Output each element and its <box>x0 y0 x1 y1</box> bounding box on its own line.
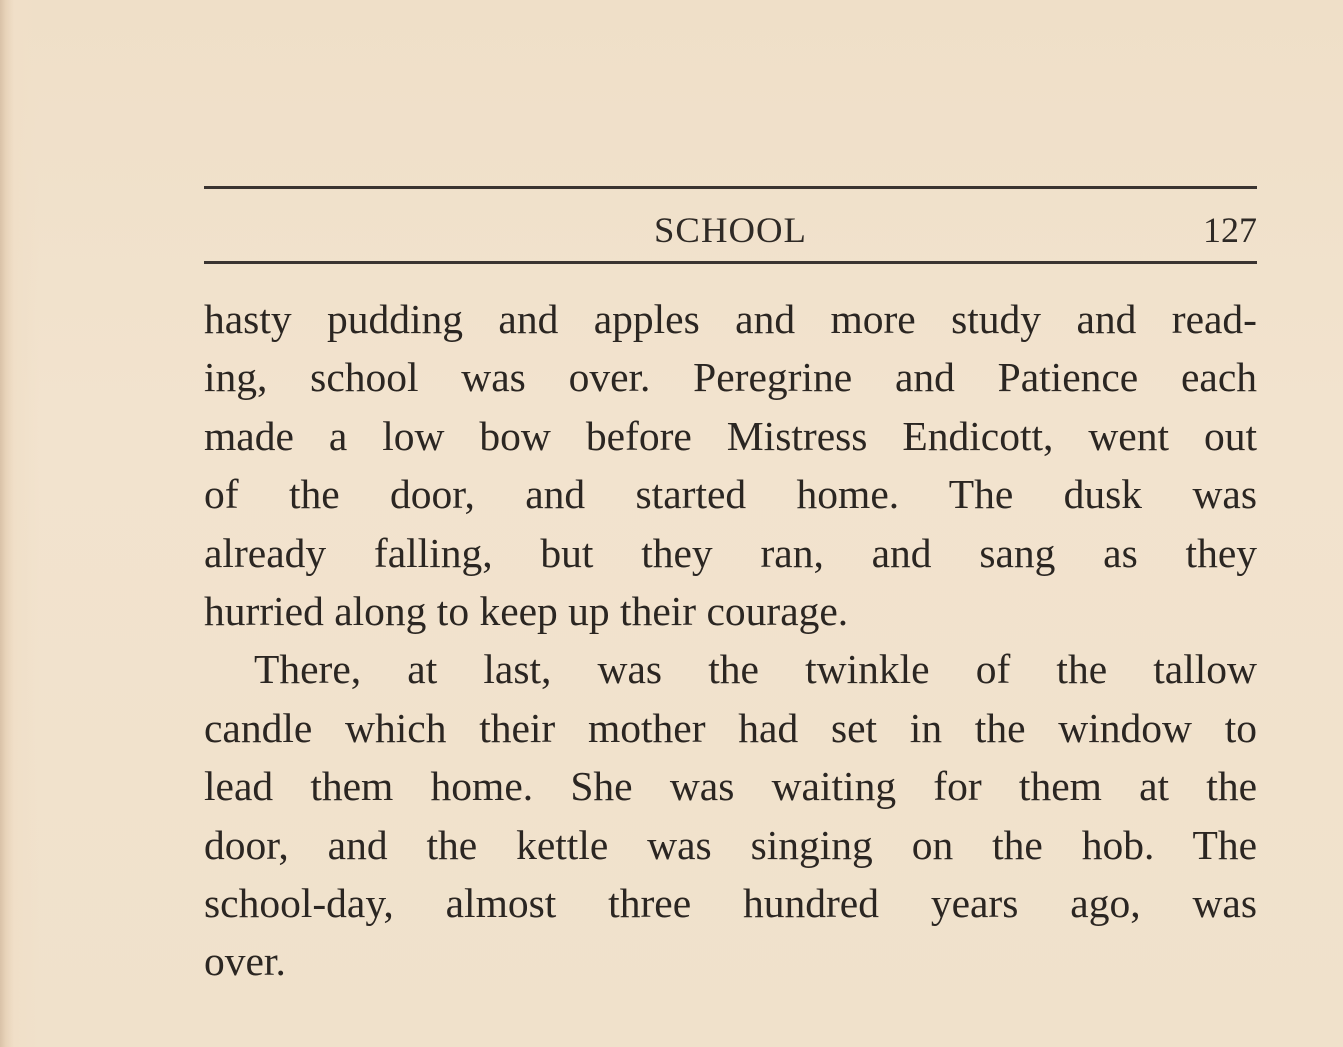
book-page <box>204 186 1257 991</box>
header-rule-bottom <box>204 261 1257 264</box>
text-line: over. <box>204 938 286 985</box>
text-line: hasty pudding and apples and more study and read- <box>204 296 1257 342</box>
chapter-title: SCHOOL <box>653 210 808 250</box>
body-text <box>204 290 1257 991</box>
text-line: candle which their mother had set in the window to <box>204 704 1257 751</box>
text-line: door, and the kettle was singing on the hob. The <box>204 821 1257 868</box>
text-line: already falling, but they ran, and sang as they <box>204 529 1257 576</box>
text-line: made a low bow before Mistress Endicott, went out <box>204 412 1257 459</box>
text-line: hurried along to keep up their courage. <box>204 587 849 634</box>
running-head <box>204 189 1257 261</box>
paragraph-2 <box>204 640 1257 990</box>
text-line: ing, school was over. Peregrine and Patience each <box>204 354 1257 401</box>
paragraph-1 <box>204 290 1257 640</box>
text-line: There, at last, was the twinkle of the tallow <box>254 646 1257 693</box>
text-line: lead them home. She was waiting for them at the <box>204 763 1257 810</box>
text-line: school-day, almost three hundred years ago, was <box>204 879 1257 926</box>
text-line: of the door, and started home. The dusk was <box>204 471 1257 518</box>
page-number: 127 <box>1203 210 1257 250</box>
